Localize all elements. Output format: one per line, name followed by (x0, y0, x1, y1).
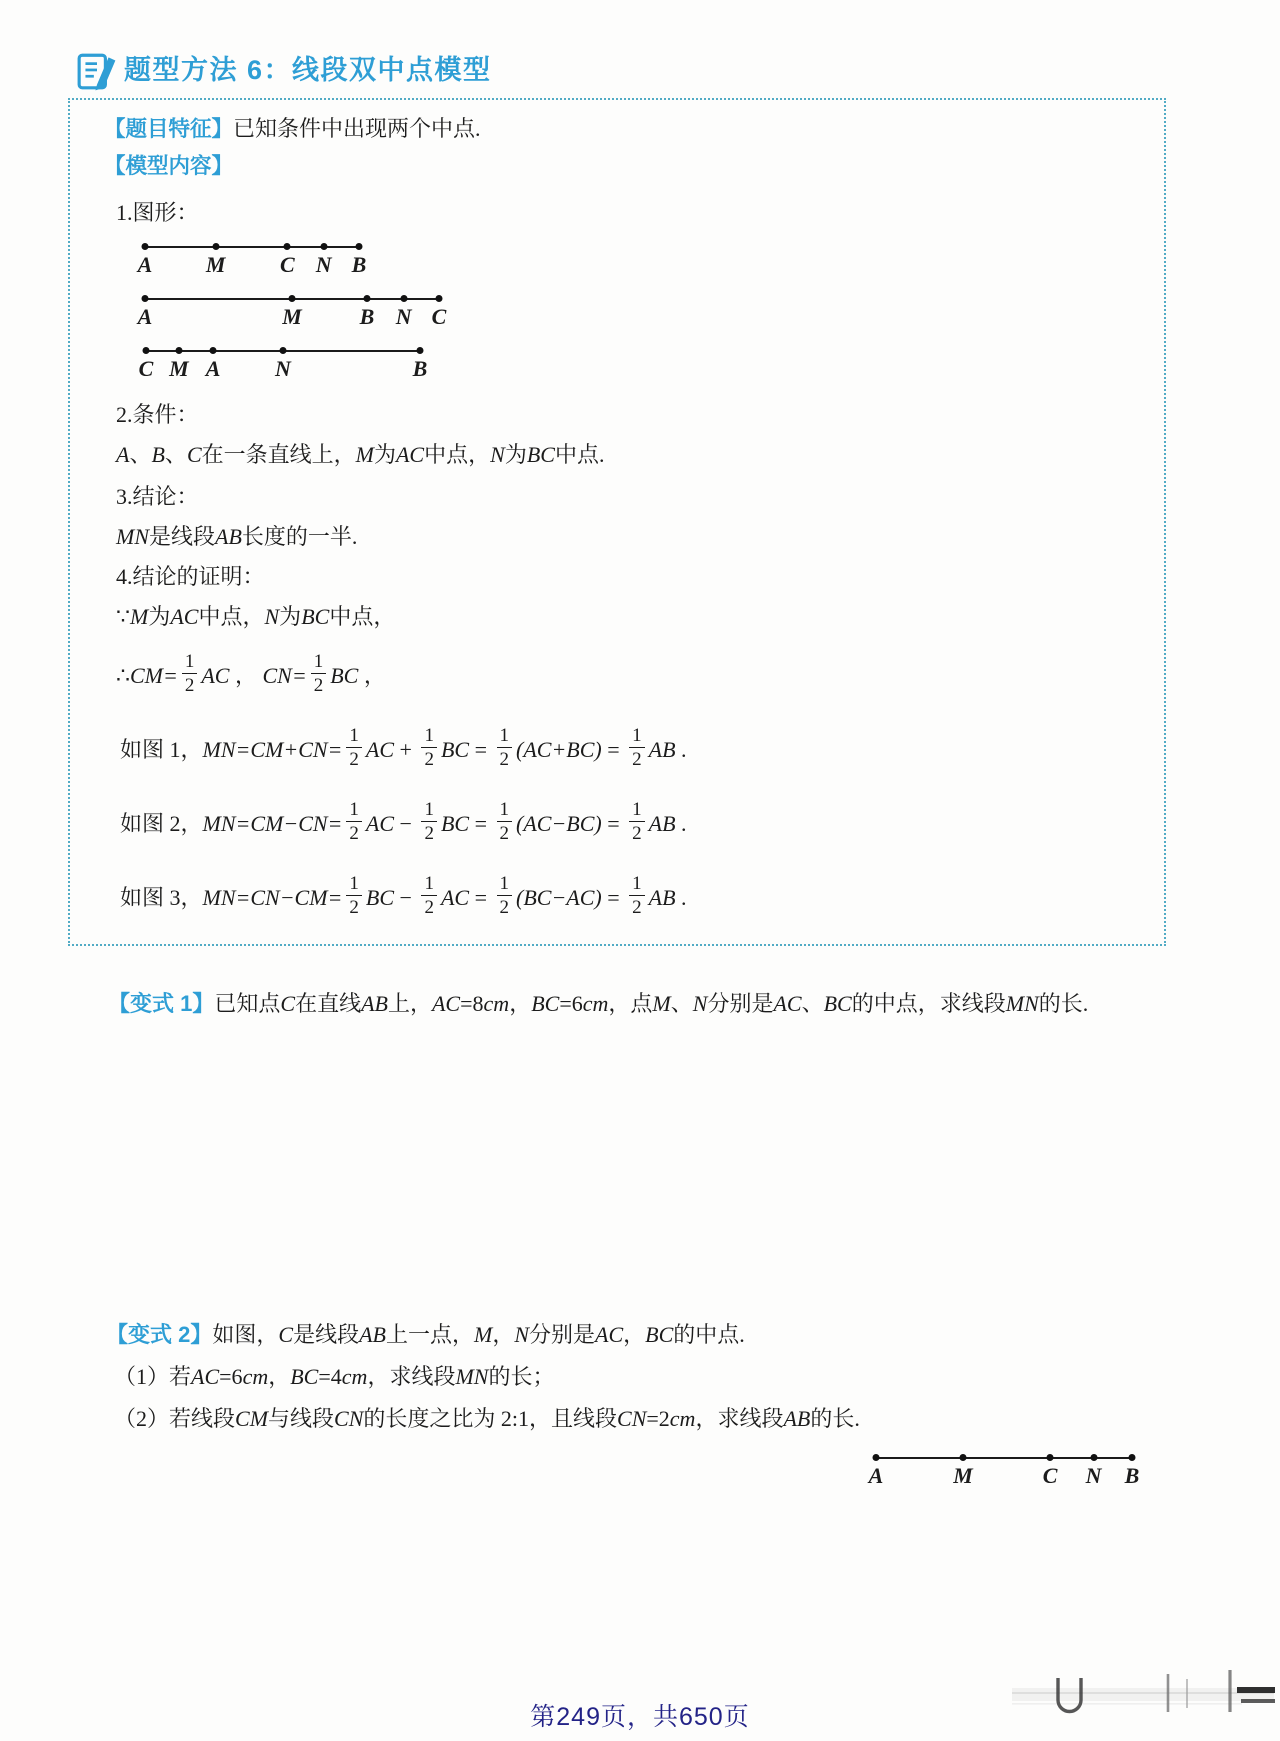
point-label: B (351, 252, 367, 277)
fraction: $\frac{1}{2}$ (311, 651, 327, 697)
point-dot (142, 295, 149, 302)
point-dot (284, 243, 291, 250)
conclusion-text: MN是线段AB长度的一半. (116, 524, 358, 549)
point-dot (143, 347, 150, 354)
section-2-title: 2.条件： (116, 402, 199, 427)
fraction: $\frac{1}{2}$ (629, 873, 645, 919)
segment-diagram-1 (137, 246, 367, 288)
point-label: C (1042, 1463, 1058, 1488)
fraction: $\frac{1}{2}$ (497, 725, 513, 771)
point-label: M (205, 252, 226, 277)
condition-text: A、B、C在一条直线上，M为AC中点，N为BC中点. (116, 442, 605, 467)
point-label: B (412, 356, 428, 381)
feature-text: 已知条件中出现两个中点. (233, 116, 481, 141)
point-label: A (137, 252, 153, 277)
point-label: B (1124, 1463, 1140, 1488)
point-label: C (431, 304, 447, 329)
point-label: A (205, 356, 221, 381)
point-dot (320, 243, 327, 250)
point-label: C (138, 356, 154, 381)
point-label: A (137, 304, 153, 329)
scan-artifact (1010, 1662, 1280, 1724)
point-dot (210, 347, 217, 354)
point-label: M (169, 356, 189, 381)
variation-1-paragraph (78, 980, 1166, 1027)
fraction: $\frac{1}{2}$ (421, 799, 437, 845)
point-dot (175, 347, 182, 354)
page-title: 题型方法 6：线段双中点模型 (124, 55, 492, 85)
point-dot (436, 295, 443, 302)
point-label: M (282, 304, 302, 329)
point-dot (142, 243, 149, 250)
variation-2-intro (106, 1320, 745, 1350)
point-dot (212, 243, 219, 250)
point-label: M (953, 1463, 973, 1488)
fraction: $\frac{1}{2}$ (421, 725, 437, 771)
fraction: $\frac{1}{2}$ (629, 799, 645, 845)
point-label: N (275, 356, 291, 381)
fraction: $\frac{1}{2}$ (346, 725, 362, 771)
figure-1-equation: 如图 1，MN=CM+CN= $\frac{1}{2}$ AC + $\frac{1}{2}$ BC = $\frac{1}{2}$ (AC+BC) = $\frac{1}{2}$ AB . (120, 725, 687, 770)
point-dot (356, 243, 363, 250)
point-dot (1129, 1454, 1136, 1461)
point-label: N (1085, 1463, 1102, 1488)
point-dot (960, 1454, 967, 1461)
variation-1-label: 【变式 1】 (108, 991, 215, 1016)
proof-therefore-line: ∴CM= $\frac{1}{2}$ AC ， CN= $\frac{1}{2}$ BC ， (116, 651, 386, 696)
point-label: N (315, 252, 332, 277)
segment-diagram-2 (137, 298, 447, 340)
point-dot (1090, 1454, 1097, 1461)
point-dot (417, 347, 424, 354)
point-label: B (359, 304, 375, 329)
variation-2-text: 如图，C是线段AB上一点，M，N分别是AC，BC的中点. (212, 1322, 745, 1347)
content-line (104, 151, 233, 181)
fraction: $\frac{1}{2}$ (421, 873, 437, 919)
point-dot (280, 347, 287, 354)
point-dot (289, 295, 296, 302)
point-label: C (279, 252, 295, 277)
variation-2-question-1: （1）若AC=6cm，BC=4cm，求线段MN的长； (114, 1364, 555, 1389)
fraction: $\frac{1}{2}$ (346, 799, 362, 845)
feature-label: 【题目特征】 (104, 117, 234, 141)
segment-diagram-4 (868, 1457, 1140, 1499)
proof-because-line: ∵M为AC中点，N为BC中点， (116, 604, 396, 629)
fraction: $\frac{1}{2}$ (346, 873, 362, 919)
section-3-title: 3.结论： (116, 484, 199, 509)
point-label: N (395, 304, 412, 329)
variation-2-question-2: （2）若线段CM与线段CN的长度之比为 2:1，且线段CN=2cm，求线段AB的长. (114, 1406, 860, 1431)
point-dot (873, 1454, 880, 1461)
feature-line (104, 114, 481, 144)
fraction: $\frac{1}{2}$ (629, 725, 645, 771)
content-label: 【模型内容】 (104, 154, 234, 178)
variation-1-text: 已知点C在直线AB上，AC=8cm，BC=6cm，点M、N分别是AC、BC的中点，求线段MN的长. (214, 991, 1089, 1016)
point-dot (1047, 1454, 1054, 1461)
fraction: $\frac{1}{2}$ (182, 651, 198, 697)
section-4-title: 4.结论的证明： (116, 564, 265, 589)
variation-2-label: 【变式 2】 (106, 1322, 213, 1347)
point-label: A (868, 1463, 884, 1488)
segment-diagram-3 (138, 350, 428, 392)
fraction: $\frac{1}{2}$ (497, 799, 513, 845)
fraction: $\frac{1}{2}$ (497, 873, 513, 919)
footer-page-number: 第249页，共650页 (530, 1703, 750, 1731)
figure-2-equation: 如图 2，MN=CM−CN= $\frac{1}{2}$ AC − $\frac{1}{2}$ BC = $\frac{1}{2}$ (AC−BC) = $\frac{1}{2}$ AB . (120, 799, 687, 844)
section-1-title: 1.图形： (116, 200, 199, 225)
point-dot (400, 295, 407, 302)
figure-3-equation: 如图 3，MN=CN−CM= $\frac{1}{2}$ BC − $\frac{1}{2}$ AC = $\frac{1}{2}$ (BC−AC) = $\frac{1}{2}$ AB . (120, 873, 687, 918)
point-dot (363, 295, 370, 302)
note-pencil-icon (76, 50, 118, 92)
